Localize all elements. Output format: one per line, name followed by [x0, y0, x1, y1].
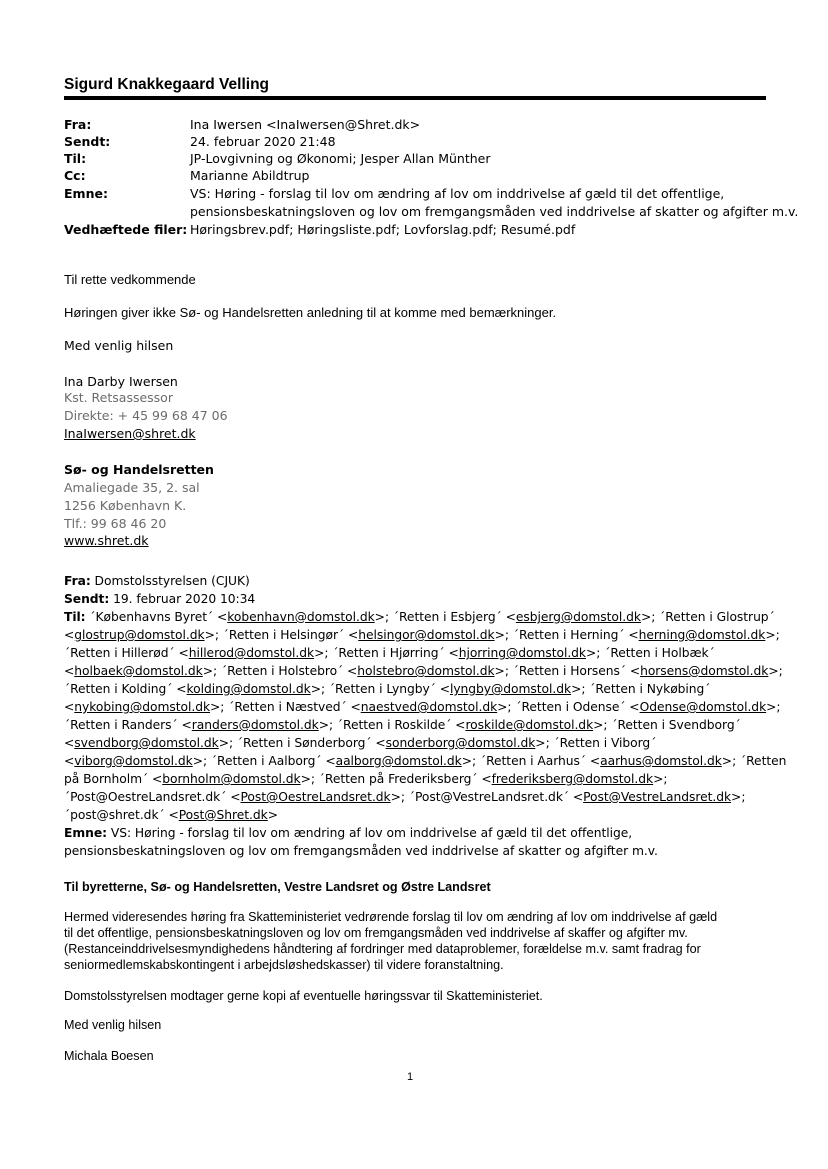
- email-link[interactable]: aalborg@domstol.dk: [335, 754, 462, 768]
- email-link[interactable]: sonderborg@domstol.dk: [385, 736, 536, 750]
- email-link[interactable]: Post@VestreLandsret.dk: [583, 790, 732, 804]
- greeting: Til rette vedkommende: [64, 272, 196, 287]
- email-link[interactable]: roskilde@domstol.dk: [465, 718, 594, 732]
- attachments-value: Høringsbrev.pdf; Høringsliste.pdf; Lovforslag.pdf; Resumé.pdf: [190, 222, 576, 237]
- email-link[interactable]: hjorring@domstol.dk: [458, 646, 587, 660]
- subject-line-1: VS: Høring - forslag til lov om ændring af lov om inddrivelse af gæld til det offentlige,: [190, 186, 725, 201]
- fwd-sent-value: 19. februar 2020 10:34: [109, 592, 256, 606]
- email-link[interactable]: Post@Shret.dk: [178, 808, 268, 822]
- fwd-para2: Domstolsstyrelsen modtager gerne kopi af eventuelle høringssvar til Skatteministeriet.: [64, 989, 543, 1003]
- fwd-para1-line-1: Hermed videresendes høring fra Skatteministeriet vedrørende forslag til lov om ændring af lov om inddrivelse af gæld: [64, 910, 718, 924]
- signature-name: Ina Darby Iwersen: [64, 374, 178, 389]
- cc-label: Cc:: [64, 168, 86, 183]
- fwd-to-line-12: ´post@shret.dk´ <Post@Shret.dk>: [64, 808, 278, 822]
- email-link[interactable]: Odense@domstol.dk: [639, 700, 767, 714]
- from-label: Fra:: [64, 117, 92, 132]
- fwd-para1-line-3: (Restanceinddrivelsesmyndighedens håndtering af fordringer med dataproblemer, forældelse m.v. samt fradrag for: [64, 942, 701, 956]
- email-link[interactable]: horsens@domstol.dk: [640, 664, 769, 678]
- fwd-to-line-7: ´Retten i Randers´ <randers@domstol.dk>; ´Retten i Roskilde´ <roskilde@domstol.dk>; ´Retten i Svendborg´: [64, 718, 741, 732]
- fwd-to-line-6: <nykobing@domstol.dk>; ´Retten i Næstved´ <naestved@domstol.dk>; ´Retten i Odense´ <Odense@domstol.dk>;: [64, 700, 781, 714]
- fwd-to-line-9: <viborg@domstol.dk>; ´Retten i Aalborg´ <aalborg@domstol.dk>; ´Retten i Aarhus´ <aarhus@domstol.dk>; ´Retten: [64, 754, 787, 768]
- email-link[interactable]: holbaek@domstol.dk: [74, 664, 203, 678]
- email-link[interactable]: viborg@domstol.dk: [74, 754, 193, 768]
- fwd-subject-line-2: pensionsbeskatningsloven og lov om fremgangsmåden ved inddrivelse af skatter og afgifter m.v.: [64, 844, 658, 858]
- fwd-to-line-2: <glostrup@domstol.dk>; ´Retten i Helsingør´ <helsingor@domstol.dk>; ´Retten i Herning´ <herning@domstol.dk>;: [64, 628, 780, 642]
- subject-line-2: pensionsbeskatningsloven og lov om fremgangsmåden ved inddrivelse af skatter og afgifter m.v.: [190, 204, 799, 219]
- document-title: Sigurd Knakkegaard Velling: [64, 76, 270, 93]
- email-link[interactable]: svendborg@domstol.dk: [74, 736, 219, 750]
- email-link[interactable]: frederiksberg@domstol.dk: [491, 772, 654, 786]
- fwd-subject-line: [64, 826, 632, 840]
- fwd-para1-line-4: seniormedlemskabskontingent i arbejdsløshedskasser) til videre foranstaltning.: [64, 958, 504, 972]
- fwd-subject-line-1: VS: Høring - forslag til lov om ændring af lov om inddrivelse af gæld til det offentlige,: [106, 826, 633, 840]
- sent-label: Sendt:: [64, 134, 111, 149]
- fwd-to-line-3: ´Retten i Hillerød´ <hillerod@domstol.dk>; ´Retten i Hjørring´ <hjorring@domstol.dk>; ´Retten i Holbæk´: [64, 646, 715, 660]
- organization-phone: Tlf.: 99 68 46 20: [64, 516, 167, 531]
- fwd-heading: Til byretterne, Sø- og Handelsretten, Vestre Landsret og Østre Landsret: [64, 880, 491, 894]
- sent-value: 24. februar 2020 21:48: [190, 134, 336, 149]
- email-link[interactable]: herning@domstol.dk: [638, 628, 766, 642]
- cc-value: Marianne Abildtrup: [190, 168, 310, 183]
- fwd-to-line-1: ´Københavns Byret´ <kobenhavn@domstol.dk>; ´Retten i Esbjerg´ <esbjerg@domstol.dk>; ´Retten i Glostrup´: [85, 610, 775, 624]
- email-link[interactable]: helsingor@domstol.dk: [358, 628, 495, 642]
- fwd-sent: [64, 592, 255, 606]
- title-rule: [64, 96, 766, 100]
- email-link[interactable]: Post@OestreLandsret.dk: [240, 790, 391, 804]
- fwd-sent-label: Sendt:: [64, 592, 110, 606]
- email-link[interactable]: aarhus@domstol.dk: [600, 754, 722, 768]
- fwd-to-label: Til:: [64, 610, 86, 624]
- fwd-para1-line-2: til det offentlige, pensionsbeskatningsloven og lov om fremgangsmåden ved inddrivelse af skaffer og afgifter mv.: [64, 926, 688, 940]
- fwd-from-value: Domstolsstyrelsen (CJUK): [90, 574, 250, 588]
- organization-name: Sø- og Handelsretten: [64, 462, 214, 477]
- email-link[interactable]: holstebro@domstol.dk: [357, 664, 495, 678]
- fwd-closing: Med venlig hilsen: [64, 1018, 162, 1032]
- page-number: 1: [407, 1071, 414, 1083]
- email-link[interactable]: bornholm@domstol.dk: [162, 772, 301, 786]
- organization-web-link[interactable]: www.shret.dk: [64, 533, 149, 548]
- subject-label: Emne:: [64, 186, 108, 201]
- signature-email-link[interactable]: InaIwersen@shret.dk: [64, 426, 196, 441]
- signature-phone: Direkte: + 45 99 68 47 06: [64, 408, 228, 423]
- fwd-to-line-11: ´Post@OestreLandsret.dk´ <Post@OestreLandsret.dk>; ´Post@VestreLandsret.dk´ <Post@VestreLandsret.dk>;: [64, 790, 746, 804]
- fwd-to-line: [64, 610, 775, 624]
- fwd-to-line-10: på Bornholm´ <bornholm@domstol.dk>; ´Retten på Frederiksberg´ <frederiksberg@domstol.dk>;: [64, 772, 668, 786]
- fwd-from: [64, 574, 250, 588]
- closing: Med venlig hilsen: [64, 338, 174, 353]
- fwd-to-line-8: <svendborg@domstol.dk>; ´Retten i Sønderborg´ <sonderborg@domstol.dk>; ´Retten i Viborg´: [64, 736, 657, 750]
- email-link[interactable]: hillerod@domstol.dk: [188, 646, 315, 660]
- attachments-label: Vedhæftede filer:: [64, 222, 188, 237]
- email-link[interactable]: glostrup@domstol.dk: [74, 628, 205, 642]
- email-link[interactable]: esbjerg@domstol.dk: [515, 610, 641, 624]
- fwd-to-line-5: ´Retten i Kolding´ <kolding@domstol.dk>; ´Retten i Lyngby´ <lyngby@domstol.dk>; ´Retten i Nykøbing´: [64, 682, 711, 696]
- fwd-from-label: Fra:: [64, 574, 91, 588]
- organization-address-1: Amaliegade 35, 2. sal: [64, 480, 200, 495]
- fwd-signature: Michala Boesen: [64, 1049, 154, 1063]
- organization-address-2: 1256 København K.: [64, 498, 187, 513]
- email-link[interactable]: naestved@domstol.dk: [360, 700, 498, 714]
- from-value: Ina Iwersen <InaIwersen@Shret.dk>: [190, 117, 421, 132]
- email-link[interactable]: kolding@domstol.dk: [186, 682, 311, 696]
- to-value: JP-Lovgivning og Økonomi; Jesper Allan Münther: [190, 151, 491, 166]
- fwd-subject-label: Emne:: [64, 826, 107, 840]
- email-link[interactable]: nykobing@domstol.dk: [74, 700, 211, 714]
- email-link[interactable]: lyngby@domstol.dk: [449, 682, 572, 696]
- fwd-to-line-4: <holbaek@domstol.dk>; ´Retten i Holstebro´ <holstebro@domstol.dk>; ´Retten i Horsens´ <horsens@domstol.dk>;: [64, 664, 783, 678]
- email-link[interactable]: kobenhavn@domstol.dk: [227, 610, 375, 624]
- reply-body: Høringen giver ikke Sø- og Handelsretten anledning til at komme med bemærkninger.: [64, 305, 557, 320]
- to-label: Til:: [64, 151, 87, 166]
- email-link[interactable]: randers@domstol.dk: [191, 718, 319, 732]
- signature-title: Kst. Retsassessor: [64, 390, 173, 405]
